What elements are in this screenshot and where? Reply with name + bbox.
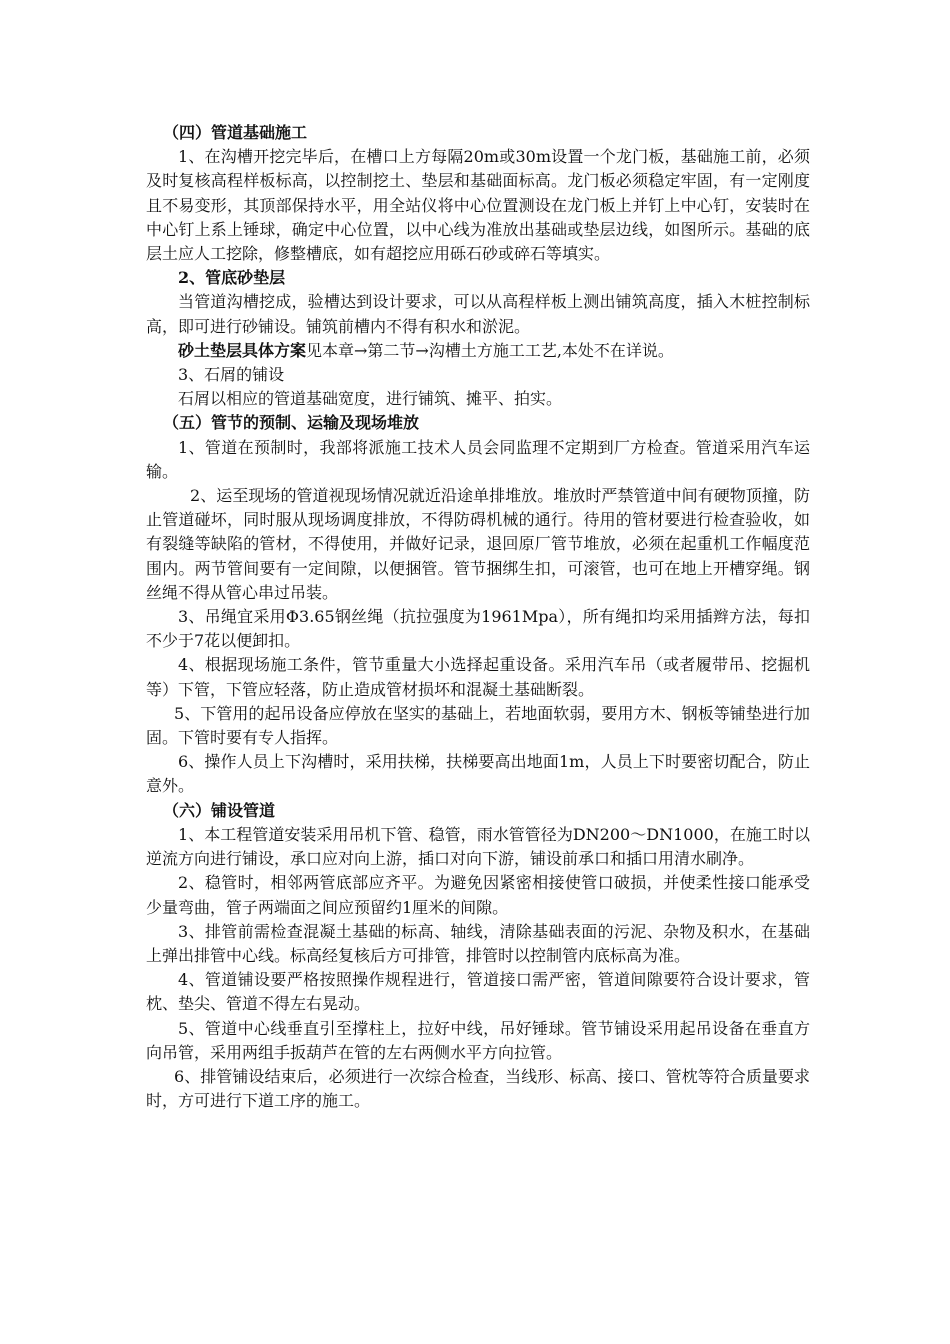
paragraph: 5、管道中心线垂直引至撑柱上，拉好中线，吊好锤球。管节铺设采用起吊设备在垂直方向吊管，采用两组手扳葫芦在管的左右两侧水平方向拉管。 xyxy=(146,1018,810,1062)
paragraph: 2、运至现场的管道视现场情况就近沿途单排堆放。堆放时严禁管道中间有硬物顶撞，防止管道碰坏，同时服从现场调度排放，不得防碍机械的通行。待用的管材要进行检查验收，如有裂缝等缺陷的管材，不得使用，并做好记录，退回原厂管节堆放，必须在起重机工作幅度范围内。两节管间要有一定间隙，以便捆管。管节捆绑生扣，可滚管，也可在地上开槽穿绳。钢丝绳不得从管心串过吊装。 xyxy=(146,486,810,602)
section-heading-6: （六）铺设管道 xyxy=(163,800,276,820)
paragraph: 当管道沟槽挖成，验槽达到设计要求，可以从高程样板上测出铺筑高度，插入木桩控制标高，即可进行砂铺设。铺筑前槽内不得有积水和淤泥。 xyxy=(146,292,810,336)
paragraph: 5、下管用的起吊设备应停放在坚实的基础上，若地面软弱，要用方木、钢板等铺垫进行加固。下管时要有专人指挥。 xyxy=(146,703,810,748)
document-body xyxy=(146,121,810,1113)
subheading-sand-cushion: 2、管底砂垫层 xyxy=(178,268,286,288)
bold-phrase: 砂土垫层具体方案 xyxy=(178,340,307,360)
paragraph-text: 见本章→第二节→沟槽土方施工工艺,本处不在详说。 xyxy=(306,340,674,360)
paragraph: 2、稳管时，相邻两管底部应齐平。为避免因紧密相接使管口破损，并使柔性接口能承受少量弯曲，管子两端面之间应预留约1厘米的间隙。 xyxy=(146,873,810,917)
paragraph-mixed xyxy=(146,339,810,363)
paragraph: 4、管道铺设要严格按照操作规程进行，管道接口需严密，管道间隙要符合设计要求，管枕、垫尖、管道不得左右晃动。 xyxy=(146,970,810,1014)
paragraph: 3、石屑的铺设 xyxy=(178,365,285,385)
section-heading-5: （五）管节的预制、运输及现场堆放 xyxy=(163,413,420,433)
paragraph: 3、排管前需检查混凝土基础的标高、轴线，清除基础表面的污泥、杂物及积水，在基础上弹出排管中心线。标高经复核后方可排管，排管时以控制管内底标高为准。 xyxy=(146,921,810,965)
paragraph: 1、在沟槽开挖完毕后，在槽口上方每隔20m或30m设置一个龙门板，基础施工前，必须及时复核高程样板标高，以控制挖土、垫层和基础面标高。龙门板必须稳定牢固，有一定刚度且不易变形，其顶部保持水平，用全站仪将中心位置测设在龙门板上并钉上中心钉，安装时在中心钉上系上锤球，确定中心位置，以中心线为准放出基础或垫层边线，如图所示。基础的底层土应人工挖除，修整槽底，如有超挖应用砾石砂或碎石等填实。 xyxy=(146,147,810,264)
paragraph: 3、吊绳宜采用Φ3.65钢丝绳（抗拉强度为1961Mpa），所有绳扣均采用插辫方法，每扣不少于7花以便卸扣。 xyxy=(146,607,810,651)
paragraph: 石屑以相应的管道基础宽度，进行铺筑、摊平、拍实。 xyxy=(178,389,563,409)
section-heading-4: （四）管道基础施工 xyxy=(163,123,308,142)
paragraph: 6、操作人员上下沟槽时，采用扶梯，扶梯要高出地面1m，人员上下时要密切配合，防止意外。 xyxy=(146,752,810,796)
paragraph: 4、根据现场施工条件，管节重量大小选择起重设备。采用汽车吊（或者履带吊、挖掘机等）下管，下管应轻落，防止造成管材损坏和混凝土基础断裂。 xyxy=(146,655,810,699)
paragraph: 1、管道在预制时，我部将派施工技术人员会同监理不定期到厂方检查。管道采用汽车运输。 xyxy=(146,437,810,481)
paragraph: 6、排管铺设结束后，必须进行一次综合检查，当线形、标高、接口、管枕等符合质量要求时，方可进行下道工序的施工。 xyxy=(146,1066,810,1111)
paragraph: 1、本工程管道安装采用吊机下管、稳管，雨水管管径为DN200～DN1000，在施工时以逆流方向进行铺设，承口应对向上游，插口对向下游，铺设前承口和插口用清水刷净。 xyxy=(146,824,810,869)
